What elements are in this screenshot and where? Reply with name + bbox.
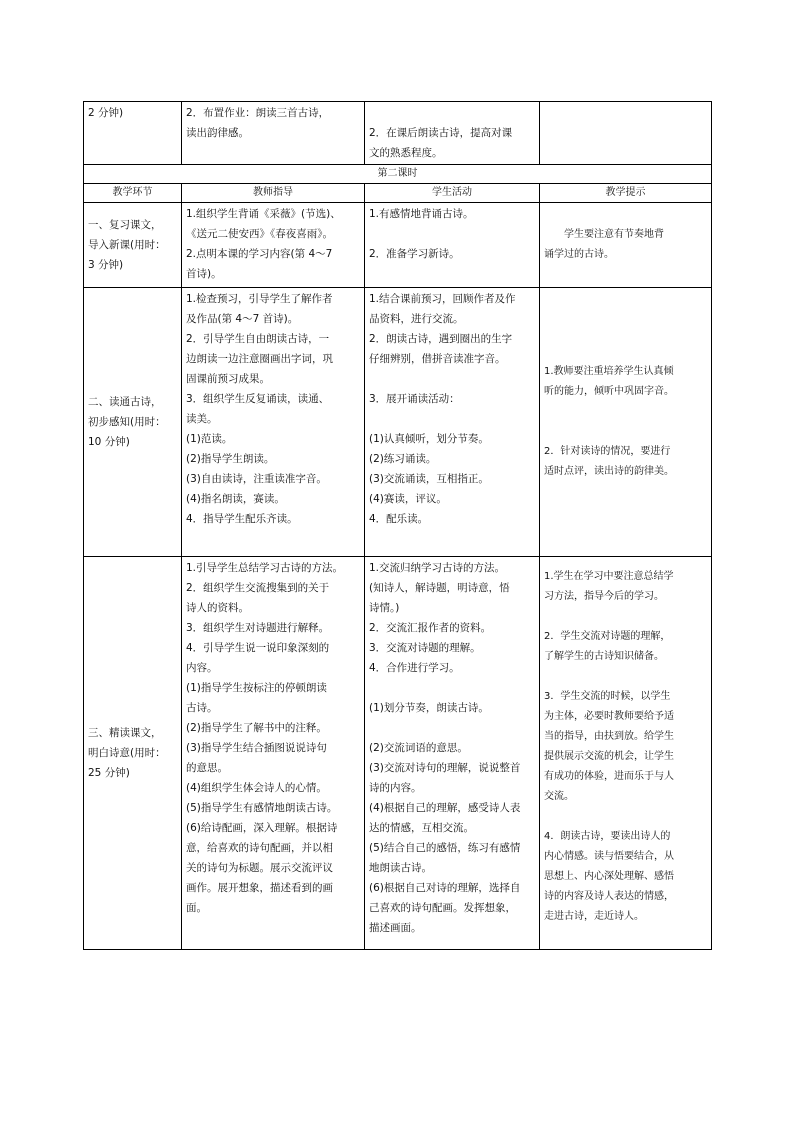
tip-line: 1.教师要注重培养学生认真倾 (544, 366, 674, 377)
student-line: 3．展开诵读活动： (369, 393, 460, 405)
tip-line: 交流。 (544, 791, 574, 802)
teacher-line: 2．引导学生自由朗读古诗，一 (186, 333, 330, 345)
tip-line: 有成功的体验，进而乐于与人 (544, 771, 674, 782)
student-cell (365, 102, 540, 165)
student-line: (1)认真倾听，划分节奏。 (369, 433, 489, 445)
teacher-line: 《送元二使安西》《春夜喜雨》。 (186, 228, 333, 240)
stage-line: 3 分钟) (88, 259, 124, 271)
student-line: 1.有感情地背诵古诗。 (369, 208, 474, 220)
tip-line: 诗的内容及诗人表达的情感， (544, 891, 674, 902)
tip-line: 提供展示交流的机会，让学生 (544, 751, 674, 762)
teacher-line: 1.引导学生总结学习古诗的方法。 (186, 562, 344, 574)
student-line: 己喜欢的诗句配画。发挥想象， (369, 902, 516, 914)
table-row-reading (84, 288, 712, 557)
spacer (544, 402, 707, 422)
tip-line: 1.学生在学习中要注意总结学 (544, 571, 674, 582)
teacher-line: 读出韵律感。 (186, 127, 249, 139)
student-line: (知诗人，解诗题，明诗意，悟 (369, 582, 510, 594)
student-line: 2．交流汇报作者的资料。 (369, 622, 492, 634)
student-line: (4)赛读，评议。 (369, 493, 447, 505)
teacher-cell (182, 557, 365, 950)
teacher-cell (182, 203, 365, 288)
teacher-line: 固课前预习成果。 (186, 373, 270, 385)
student-line: 3．交流对诗题的理解。 (369, 642, 481, 654)
student-line: 地朗读古诗。 (369, 862, 432, 874)
table-row-review (84, 203, 712, 288)
teacher-line: (2)指导学生了解书中的注释。 (186, 722, 327, 734)
stage-line: 二、读通古诗， (88, 396, 162, 408)
teacher-line: (3)指导学生结合插图说说诗句 (186, 742, 327, 754)
table-header-row (84, 184, 712, 203)
student-line: (1)划分节奏，朗读古诗。 (369, 702, 489, 714)
table-row-close-reading (84, 557, 712, 950)
stage-line: 导入新课(用时： (88, 239, 166, 251)
teacher-line: (1)范读。 (186, 433, 233, 445)
teacher-line: 1.组织学生背诵《采薇》(节选)、 (186, 208, 341, 220)
teacher-line: 古诗。 (186, 702, 218, 714)
section-title-row (84, 165, 712, 184)
tip-line: 听的能力，倾听中巩固字音。 (544, 386, 674, 397)
tip-line: 习方法，指导今后的学习。 (544, 591, 664, 602)
tip-line: 诵学过的古诗。 (544, 249, 614, 260)
spacer (544, 607, 707, 627)
stage-line: 10 分钟) (88, 436, 130, 448)
student-line: 2．准备学习新诗。 (369, 248, 460, 260)
tip-line: 3．学生交流的时候，以学生 (544, 691, 671, 702)
spacer (369, 224, 535, 244)
student-line: 描述画面。 (369, 922, 422, 934)
tip-line: 思想上、内心深处理解、感悟 (544, 871, 674, 882)
spacer (544, 667, 707, 687)
spacer (544, 422, 707, 442)
teacher-line: 诗人的资料。 (186, 602, 249, 614)
teacher-line: 关的诗句为标题。展示交流评议 (186, 862, 333, 874)
spacer (369, 369, 535, 389)
spacer (369, 409, 535, 429)
teacher-line: 3．组织学生对诗题进行解释。 (186, 622, 330, 634)
tip-cell (540, 557, 712, 950)
header-tip: 教学提示 (540, 184, 712, 203)
student-line: (2)练习诵读。 (369, 453, 437, 465)
teacher-line: (1)指导学生按标注的停顿朗读 (186, 682, 327, 694)
stage-line: 25 分钟) (88, 767, 130, 779)
table-row-continuation (84, 102, 712, 165)
teacher-line: 2.点明本课的学习内容(第 4～7 (186, 248, 333, 260)
tip-line: 4．朗读古诗，要读出诗人的 (544, 831, 671, 842)
student-line: 1.交流归纳学习古诗的方法。 (369, 562, 506, 574)
student-line: 品资料，进行交流。 (369, 313, 464, 325)
student-line: 诗的内容。 (369, 782, 422, 794)
teacher-line: (6)给诗配画，深入理解。根据诗 (186, 822, 338, 834)
stage-line: 初步感知(用时： (88, 416, 166, 428)
teacher-line: 2．布置作业：朗读三首古诗， (186, 107, 330, 119)
student-line: (2)交流词语的意思。 (369, 742, 468, 754)
tip-cell (540, 102, 712, 165)
stage-cell (84, 288, 182, 557)
lesson-plan-table (83, 101, 712, 950)
teacher-line: 1.检查预习，引导学生了解作者 (186, 293, 333, 305)
tip-line: 学生要注意有节奏地背 (564, 229, 664, 240)
teacher-line: (5)指导学生有感情地朗读古诗。 (186, 802, 338, 814)
student-cell (365, 203, 540, 288)
header-stage: 教学环节 (84, 184, 182, 203)
student-line: 2．在课后朗读古诗，提高对课 (369, 127, 513, 139)
student-line: 诗情。) (369, 602, 400, 614)
stage-cell (84, 557, 182, 950)
stage-line: 明白诗意(用时： (88, 747, 166, 759)
teacher-line: 4．指导学生配乐齐读。 (186, 513, 298, 525)
student-cell (365, 288, 540, 557)
tip-line: 2．学生交流对诗题的理解， (544, 631, 671, 642)
stage-line: 一、复习课文， (88, 219, 162, 231)
student-line: 4．合作进行学习。 (369, 662, 460, 674)
student-cell (365, 557, 540, 950)
student-line: 1.结合课前预习，回顾作者及作 (369, 293, 516, 305)
teacher-line: (4)组织学生体会诗人的心情。 (186, 782, 327, 794)
teacher-line: 读美。 (186, 413, 218, 425)
teacher-line: 的意思。 (186, 762, 228, 774)
student-line: (3)交流诵读，互相指正。 (369, 473, 489, 485)
spacer (544, 807, 707, 827)
student-line: (4)根据自己的理解，感受诗人表 (369, 802, 521, 814)
student-line: 文的熟悉程度。 (369, 147, 443, 159)
student-line: 仔细辨别，借拼音读准字音。 (369, 353, 506, 365)
tip-line: 当的指导，由扶到放。给学生 (544, 731, 674, 742)
teacher-line: 2．组织学生交流搜集到的关于 (186, 582, 330, 594)
student-line: (3)交流对诗句的理解，说说整首 (369, 762, 521, 774)
section-title: 第二课时 (84, 165, 712, 184)
tip-cell (540, 203, 712, 288)
header-teacher: 教师指导 (182, 184, 365, 203)
teacher-line: 边朗读一边注意圈画出字词，巩 (186, 353, 333, 365)
tip-cell (540, 288, 712, 557)
teacher-line: 意，给喜欢的诗句配画，并以相 (186, 842, 333, 854)
stage-cell (84, 203, 182, 288)
stage-cell (84, 102, 182, 165)
teacher-line: 面。 (186, 902, 207, 914)
teacher-line: (4)指名朗读，赛读。 (186, 493, 285, 505)
lesson-plan-sheet (83, 101, 711, 950)
teacher-line: 首诗)。 (186, 268, 222, 280)
teacher-line: (2)指导学生朗读。 (186, 453, 275, 465)
header-student: 学生活动 (365, 184, 540, 203)
tip-line: 内心情感。读与悟要结合，从 (544, 851, 674, 862)
teacher-line: 内容。 (186, 662, 218, 674)
teacher-line: 3．组织学生反复诵读，读通、 (186, 393, 330, 405)
teacher-line: 4．引导学生说一说印象深刻的 (186, 642, 330, 654)
student-line: (6)根据自己对诗的理解，选择自 (369, 882, 521, 894)
student-line: 2．朗读古诗，遇到圈出的生字 (369, 333, 513, 345)
tip-line: 2．针对读诗的情况，要进行 (544, 446, 671, 457)
spacer (369, 718, 535, 738)
tip-line: 为主体，必要时教师要给予适 (544, 711, 674, 722)
teacher-line: 画作。展开想象，描述看到的画 (186, 882, 333, 894)
teacher-line: 及作品(第 4～7 首诗)。 (186, 313, 299, 325)
teacher-cell (182, 288, 365, 557)
student-line: 4．配乐读。 (369, 513, 429, 525)
student-line: (5)结合自己的感悟，练习有感情 (369, 842, 521, 854)
student-line: 达的情感，互相交流。 (369, 822, 474, 834)
spacer (369, 678, 535, 698)
teacher-line: (3)自由读诗，注重读准字音。 (186, 473, 327, 485)
tip-line: 适时点评，读出诗的韵律美。 (544, 466, 674, 477)
teacher-cell (182, 102, 365, 165)
tip-line: 了解学生的古诗知识储备。 (544, 651, 664, 662)
stage-line: 三、精读课文， (88, 727, 162, 739)
stage-text: 2 分钟) (88, 107, 124, 119)
tip-line: 走进古诗，走近诗人。 (544, 911, 644, 922)
